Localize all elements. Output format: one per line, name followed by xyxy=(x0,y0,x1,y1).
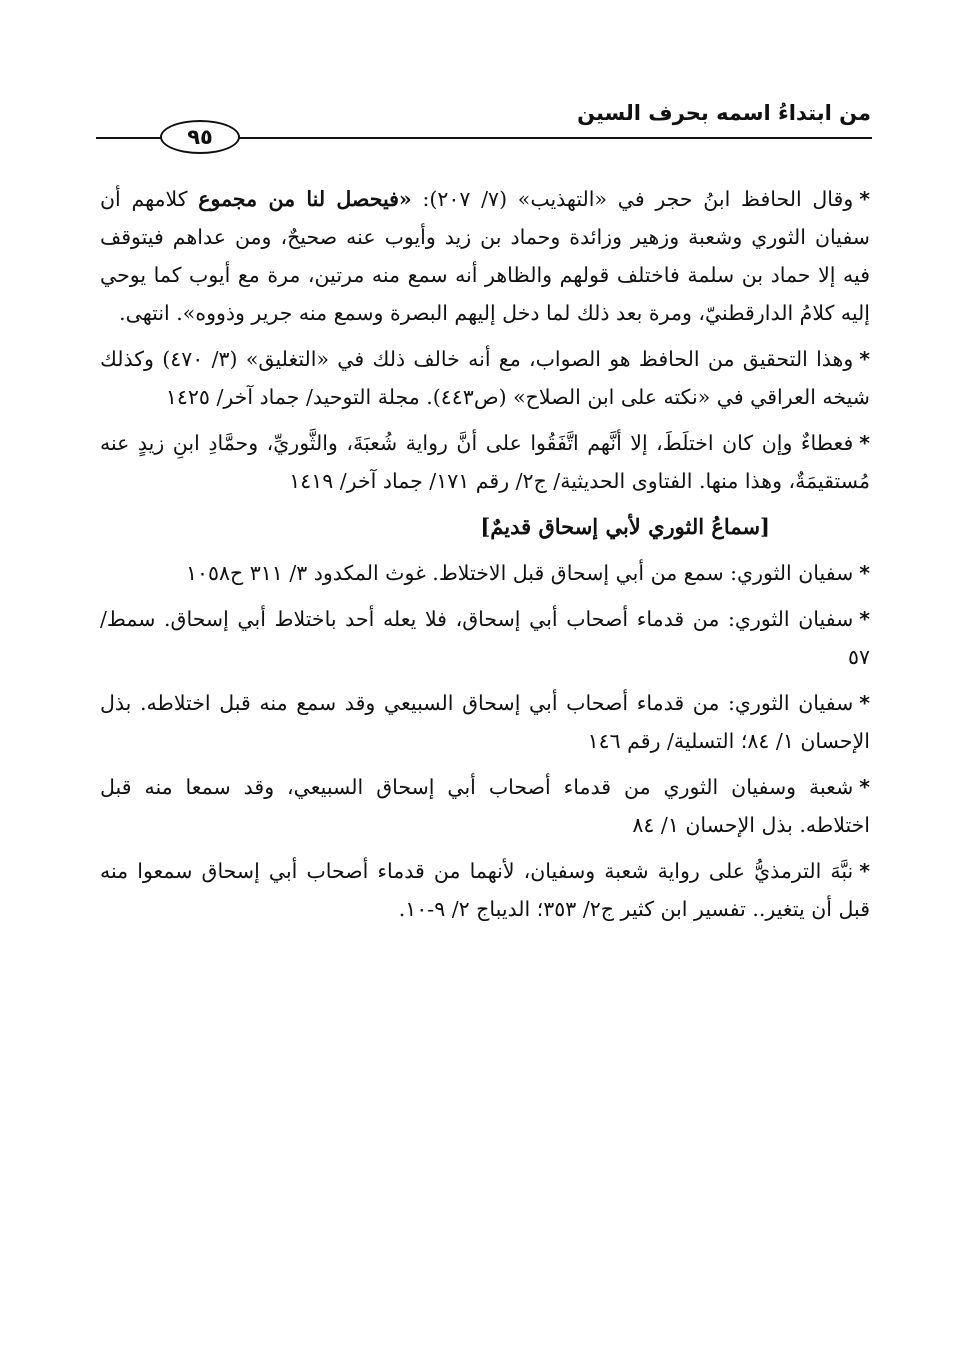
paragraph-tirmidhi xyxy=(100,852,870,928)
paragraph-tahqiq xyxy=(100,340,870,416)
asterisk-marker: * xyxy=(859,347,870,371)
paragraph-text: سفيان الثوري: من قدماء أصحاب أبي إسحاق السبيعي وقد سمع منه قبل اختلاطه. بذل الإحسان ١/ ٨٤؛ التسلية/ رقم ١٤٦ xyxy=(100,691,870,753)
asterisk-marker: * xyxy=(859,691,870,715)
paragraph-badhl-tasliya xyxy=(100,684,870,760)
asterisk-marker: * xyxy=(859,187,870,211)
paragraph-text: وهذا التحقيق من الحافظ هو الصواب، مع أنه خالف ذلك في «التغليق» (٣/ ٤٧٠) وكذلك شيخه العراقي في «نكته على ابن الصلاح» (ص٤٤٣). مجلة التوحيد/ جماد آخر/ ١٤٢٥ xyxy=(100,347,870,409)
page-body xyxy=(100,180,870,936)
paragraph-text: شعبة وسفيان الثوري من قدماء أصحاب أبي إسحاق السبيعي، وقد سمعا منه قبل اختلاطه. بذل الإحسان ١/ ٨٤ xyxy=(100,775,870,837)
paragraph-shuba-sufyan xyxy=(100,768,870,844)
paragraph-text: كلامهم أن سفيان الثوري وشعبة وزهير وزائدة وحماد بن زيد وأيوب عنه صحيحٌ، ومن عداهم فيتوقف فيه إلا حماد بن سلمة فاختلف قولهم والظاهر أنه سمع منه مرتين، مرة مع أيوب كما يوحي إليه كلامُ الدارقطنيّ، ومرة بعد ذلك لما دخل إليهم البصرة وسمع منه جرير وذووه». انتهى. xyxy=(100,187,870,325)
paragraph-ghawth xyxy=(100,554,870,592)
paragraph-ataa xyxy=(100,424,870,500)
asterisk-marker: * xyxy=(859,607,870,631)
running-title: من ابتداءُ اسمه بحرف السين xyxy=(577,101,871,125)
paragraph-text: وقال الحافظ ابنُ حجر في «التهذيب» (٧/ ٢٠٧): xyxy=(411,187,854,211)
paragraph-samt xyxy=(100,600,870,676)
paragraph-text: فعطاءٌ وإن كان اختلَطَ، إلا أنَّهم اتَّفَقُوا على أنَّ رواية شُعبَةَ، والثَّوريِّ، وحمَّادِ ابنِ زيدٍ عنه مُستقيمَةٌ، وهذا منها. الفتاوى الحديثية/ ج٢/ رقم ١٧١/ جماد آخر/ ١٤١٩ xyxy=(100,431,870,493)
page-number-badge xyxy=(160,120,240,154)
asterisk-marker: * xyxy=(859,775,870,799)
paragraph-text: سفيان الثوري: سمع من أبي إسحاق قبل الاختلاط. غوث المكدود ٣/ ٣١١ ح١٠٥٨ xyxy=(185,561,854,585)
asterisk-marker: * xyxy=(859,561,870,585)
section-heading: [سماعُ الثوري لأبي إسحاق قديمٌ] xyxy=(480,514,770,539)
paragraph-text: نبَّهَ الترمذيُّ على رواية شعبة وسفيان، لأنهما من قدماء أصحاب أبي إسحاق سمعوا منه قبل أن يتغير.. تفسير ابن كثير ج٢/ ٣٥٣؛ الديباج ٢/ ٩-١٠. xyxy=(100,859,870,921)
paragraph-text: سفيان الثوري: من قدماء أصحاب أبي إسحاق، فلا يعله أحد باختلاط أبي إسحاق. سمط/ ٥٧ xyxy=(100,607,870,669)
page-number: ٩٥ xyxy=(187,125,213,149)
asterisk-marker: * xyxy=(859,859,870,883)
quote-opening-bold: «فيحصل لنا من مجموع xyxy=(198,187,412,211)
asterisk-marker: * xyxy=(859,431,870,455)
paragraph-ibn-hajar-quote xyxy=(100,180,870,332)
